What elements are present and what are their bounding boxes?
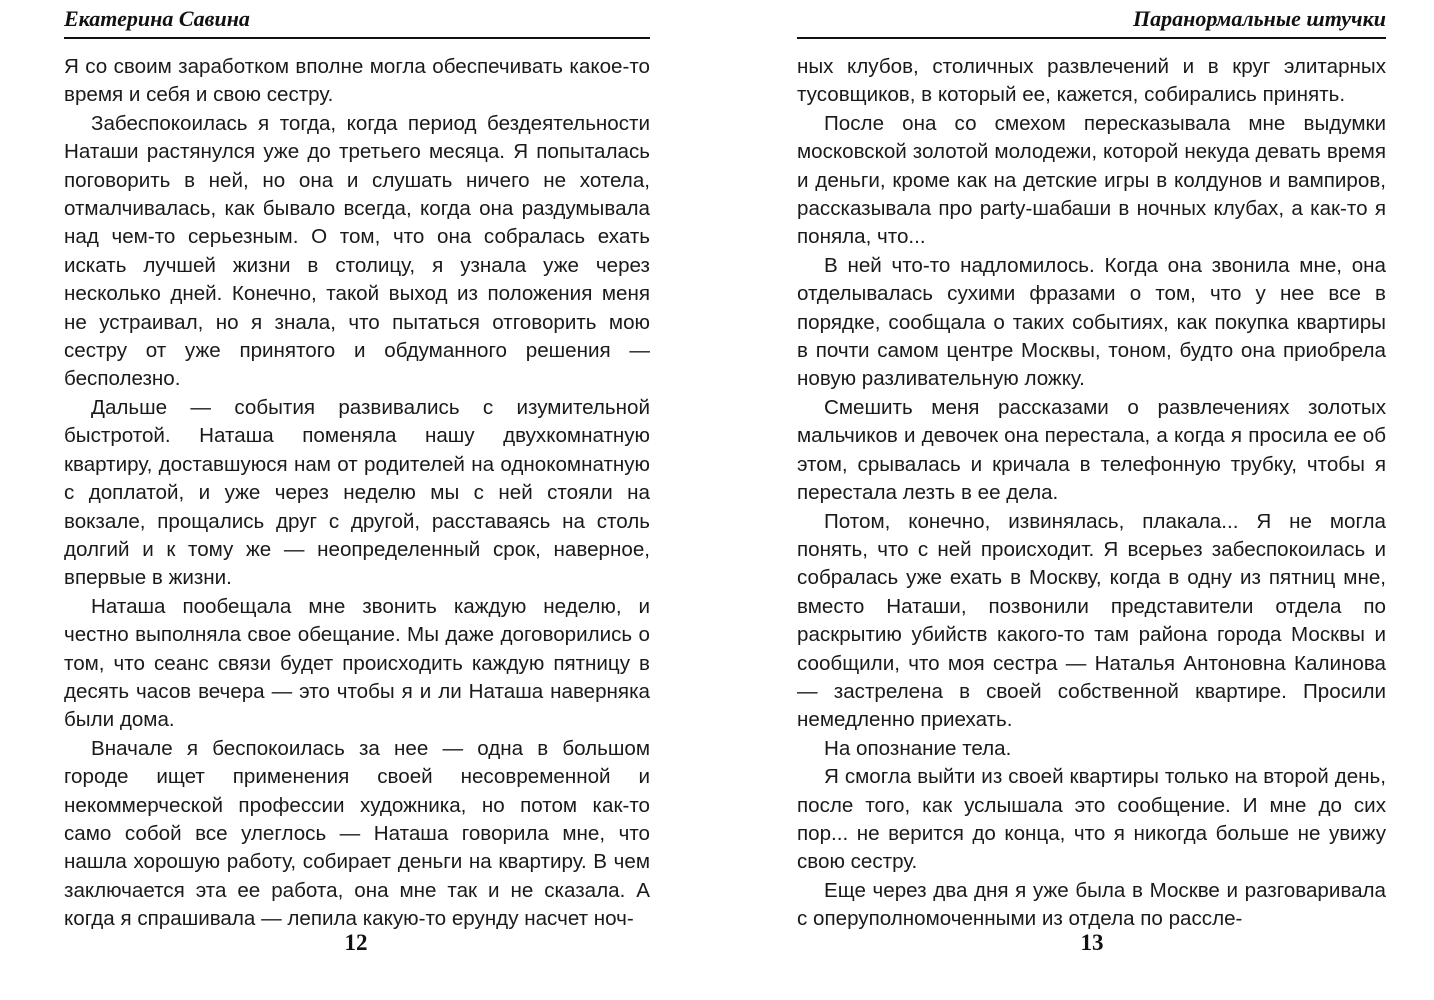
paragraph: Еще через два дня я уже была в Москве и разговаривала с оперуполномоченными из отдела по рассле- xyxy=(797,878,1386,931)
paragraph: На опознание тела. xyxy=(824,736,1012,760)
header-rule xyxy=(797,37,1386,39)
right-page xyxy=(717,0,1434,1000)
page-number: 12 xyxy=(344,930,368,955)
paragraph: Я со своим заработком вполне могла обеспечивать какое-то время и себя и свою сестру. xyxy=(64,55,650,107)
header-rule xyxy=(64,37,650,39)
left-page-body xyxy=(64,53,650,934)
page-number: 13 xyxy=(1080,930,1104,955)
running-head-author: Екатерина Савина xyxy=(64,6,250,31)
paragraph: Забеспокоилась я тогда, когда период бездеятельности Наташи растянулся уже до третьего месяца. Я попыталась поговорить в ней, но она и слушать ничего не хотела, отмалчивалась, как бывало всегда, когда она раздумывала над чем-то серьезным. О том, что она собралась ехать искать лучшей жизни в столицу, я узнала уже через несколько дней. Конечно, такой выход из положения меня не устраивал, но я знала, что пытаться отговорить мою сестру от уже принятого и обдуманного решения — бесполезно. xyxy=(64,111,650,391)
paragraph: Потом, конечно, извинялась, плакала... Я не могла понять, что с ней происходит. Я всерьез забеспокоилась и собралась уже ехать в Москву, когда в одну из пятниц мне, вместо Наташи, позвонили представители отдела по раскрытию убийств какого-то там района города Москвы и сообщили, что моя сестра — Наталья Антоновна Калинова — застрелена в своей собственной квартире. Просили немедленно приехать. xyxy=(797,509,1386,732)
running-head-title: Паранормальные штучки xyxy=(1133,6,1386,31)
paragraph: Вначале я беспокоилась за нее — одна в большом городе ищет применения своей несовременной и некоммерческой профессии художника, но потом как-то само собой все улеглось — Наташа говорила мне, что нашла хорошую работу, собирает деньги на квартиру. В чем заключается эта ее работа, она мне так и не сказала. А когда я спрашивала — лепила какую-то ерунду насчет ноч- xyxy=(64,736,650,931)
paragraph: Смешить меня рассказами о развлечениях золотых мальчиков и девочек она перестала, а когда я просила ее об этом, срывалась и кричала в телефонную трубку, чтобы я перестала лезть в ее дела. xyxy=(797,395,1386,505)
paragraph: ных клубов, столичных развлечений и в круг элитарных тусовщиков, в который ее, кажется, собирались принять. xyxy=(797,55,1386,107)
paragraph: В ней что-то надломилось. Когда она звонила мне, она отделывалась сухими фразами о том, что у нее все в порядке, сообщала о таких событиях, как покупка квартиры в почти самом центре Москвы, тоном, будто она приобрела новую разливательную ложку. xyxy=(797,253,1386,391)
paragraph: После она со смехом пересказывала мне выдумки московской золотой молодежи, которой некуда девать время и деньги, кроме как на детские игры в колдунов и вампиров, рассказывала про party-шабаши в ночных клубах, а как-то я поняла, что... xyxy=(797,111,1386,249)
paragraph: Я смогла выйти из своей квартиры только на второй день, после того, как услышала это сообщение. И мне до сих пор... не верится до конца, что я никогда больше не увижу свою сестру. xyxy=(797,765,1386,874)
paragraph: Наташа пообещала мне звонить каждую неделю, и честно выполняла свое обещание. Мы даже договорились о том, что сеанс связи будет происходить каждую пятницу в десять часов вечера — это чтобы я и ли Наташа наверняка были дома. xyxy=(64,594,650,732)
paragraph: Дальше — события развивались с изумительной быстротой. Наташа поменяла нашу двухкомнатную квартиру, доставшуюся нам от родителей на однокомнатную с доплатой, и уже через неделю мы с ней стояли на вокзале, прощались друг с другой, расставаясь на столь долгий и к тому же — неопределенный срок, наверное, впервые в жизни. xyxy=(64,395,650,590)
right-page-body xyxy=(797,53,1386,934)
